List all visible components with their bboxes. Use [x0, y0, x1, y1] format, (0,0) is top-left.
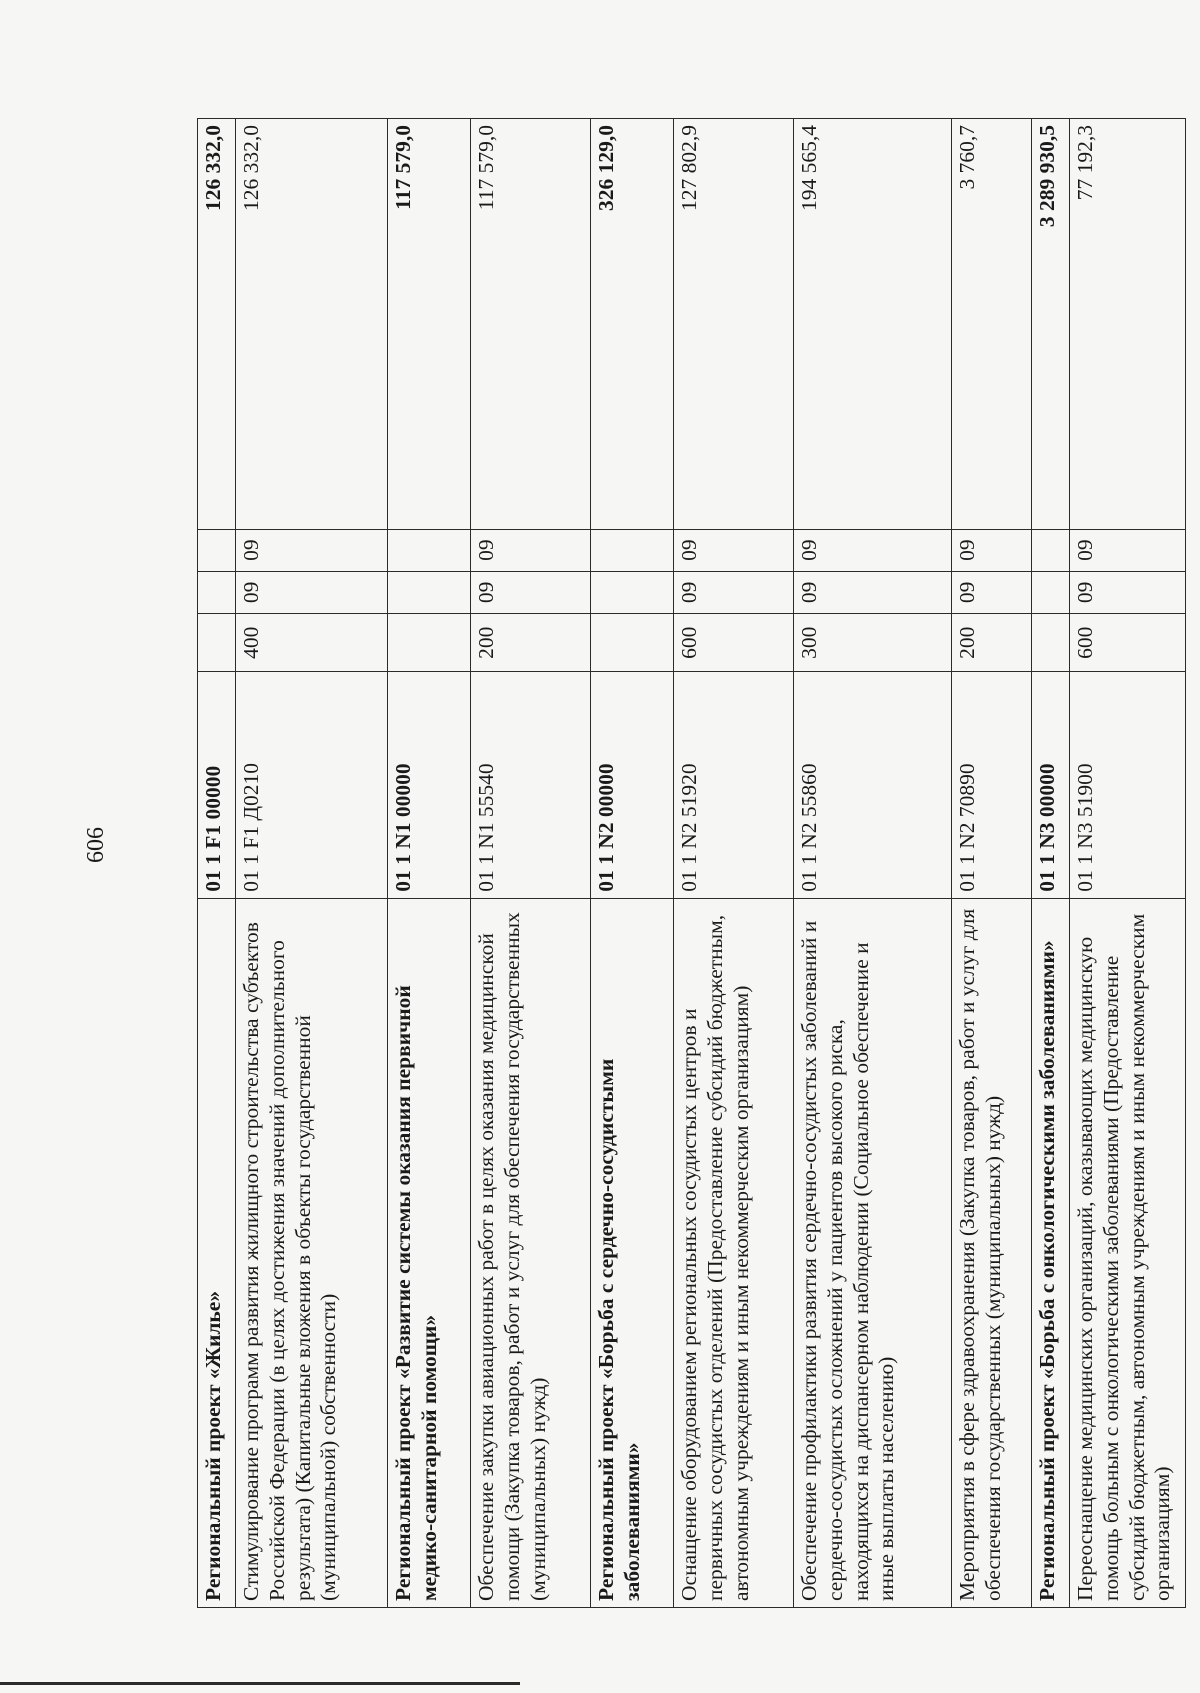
cell-expense-type: 200 [471, 614, 591, 672]
cell-amount: 77 192,3 [1070, 119, 1186, 530]
cell-name: Обеспечение профилактики развития сердечно-сосудистых заболеваний и сердечно-сосудистых осложнений у пациентов высокого риска, находящихся на диспансерном наблюдении (Социальное обеспечение и иные выплаты населению) [794, 898, 952, 1607]
table-row-section [388, 119, 471, 1608]
cell-target-article: 01 1 N2 00000 [591, 672, 674, 898]
cell-subsection [388, 529, 471, 571]
table-row [952, 119, 1032, 1608]
cell-subsection [591, 529, 674, 571]
table-row [794, 119, 952, 1608]
cell-expense-type [1032, 614, 1070, 672]
cell-name: Региональный проект «Борьба с онкологическими заболеваниями» [1032, 898, 1070, 1607]
table-row [471, 119, 591, 1608]
cell-section [1032, 571, 1070, 613]
cell-amount: 326 129,0 [591, 119, 674, 530]
cell-target-article: 01 1 N2 70890 [952, 672, 1032, 898]
cell-target-article: 01 1 N1 55540 [471, 672, 591, 898]
cell-expense-type: 400 [236, 614, 388, 672]
cell-expense-type [591, 614, 674, 672]
cell-section: 09 [471, 571, 591, 613]
cell-target-article: 01 1 N2 51920 [674, 672, 794, 898]
cell-target-article: 01 1 F1 00000 [198, 672, 236, 898]
cell-amount: 126 332,0 [236, 119, 388, 530]
cell-amount: 3 289 930,5 [1032, 119, 1070, 530]
budget-table [197, 118, 1186, 1608]
cell-subsection: 09 [1070, 529, 1186, 571]
cell-expense-type: 300 [794, 614, 952, 672]
table-row-section [1032, 119, 1070, 1608]
cell-expense-type: 200 [952, 614, 1032, 672]
cell-subsection: 09 [952, 529, 1032, 571]
cell-target-article: 01 1 N3 00000 [1032, 672, 1070, 898]
cell-section: 09 [674, 571, 794, 613]
cell-amount: 117 579,0 [471, 119, 591, 530]
cell-name: Региональный проект «Жилье» [198, 898, 236, 1607]
cell-name: Мероприятия в сфере здравоохранения (Закупка товаров, работ и услуг для обеспечения государственных (муниципальных) нужд) [952, 898, 1032, 1607]
table-row-section [198, 119, 236, 1608]
cell-subsection: 09 [674, 529, 794, 571]
cell-amount: 3 760,7 [952, 119, 1032, 530]
cell-name: Региональный проект «Развитие системы оказания первичной медико-санитарной помощи» [388, 898, 471, 1607]
rotated-page-content [197, 118, 1175, 1608]
cell-section [591, 571, 674, 613]
cell-amount: 194 565,4 [794, 119, 952, 530]
cell-section [198, 571, 236, 613]
cell-subsection: 09 [471, 529, 591, 571]
cell-section: 09 [1070, 571, 1186, 613]
cell-name: Обеспечение закупки авиационных работ в целях оказания медицинской помощи (Закупка товаров, работ и услуг для обеспечения государственных (муниципальных) нужд) [471, 898, 591, 1607]
cell-subsection [1032, 529, 1070, 571]
cell-name: Региональный проект «Борьба с сердечно-сосудистыми заболеваниями» [591, 898, 674, 1607]
cell-target-article: 01 1 N3 51900 [1070, 672, 1186, 898]
cell-amount: 126 332,0 [198, 119, 236, 530]
cell-section: 09 [794, 571, 952, 613]
cell-section: 09 [236, 571, 388, 613]
cell-subsection [198, 529, 236, 571]
cell-name: Оснащение оборудованием региональных сосудистых центров и первичных сосудистых отделений (Предоставление субсидий бюджетным, автономным учреждениям и иным некоммерческим организациям) [674, 898, 794, 1607]
cell-expense-type: 600 [1070, 614, 1186, 672]
cell-name: Стимулирование программ развития жилищного строительства субъектов Российской Федерации (в целях достижения значений дополнительного результата) (Капитальные вложения в объекты государственной (муниципальной) собственности) [236, 898, 388, 1607]
cell-expense-type: 600 [674, 614, 794, 672]
cell-section: 09 [952, 571, 1032, 613]
table-row-section [591, 119, 674, 1608]
cell-subsection: 09 [236, 529, 388, 571]
table-row [236, 119, 388, 1608]
page-number: 606 [83, 827, 109, 863]
cell-expense-type [388, 614, 471, 672]
cell-target-article: 01 1 N2 55860 [794, 672, 952, 898]
cell-subsection: 09 [794, 529, 952, 571]
cell-target-article: 01 1 F1 Д0210 [236, 672, 388, 898]
page-bottom-rule [0, 1682, 520, 1685]
cell-amount: 127 802,9 [674, 119, 794, 530]
cell-amount: 117 579,0 [388, 119, 471, 530]
cell-section [388, 571, 471, 613]
cell-expense-type [198, 614, 236, 672]
cell-target-article: 01 1 N1 00000 [388, 672, 471, 898]
table-row [674, 119, 794, 1608]
budget-table-body [198, 119, 1186, 1608]
table-row [1070, 119, 1186, 1608]
cell-name: Переоснащение медицинских организаций, оказывающих медицинскую помощь больным с онкологическими заболеваниями (Предоставление субсидий бюджетным, автономным учреждениям и иным некоммерческим организациям) [1070, 898, 1186, 1607]
